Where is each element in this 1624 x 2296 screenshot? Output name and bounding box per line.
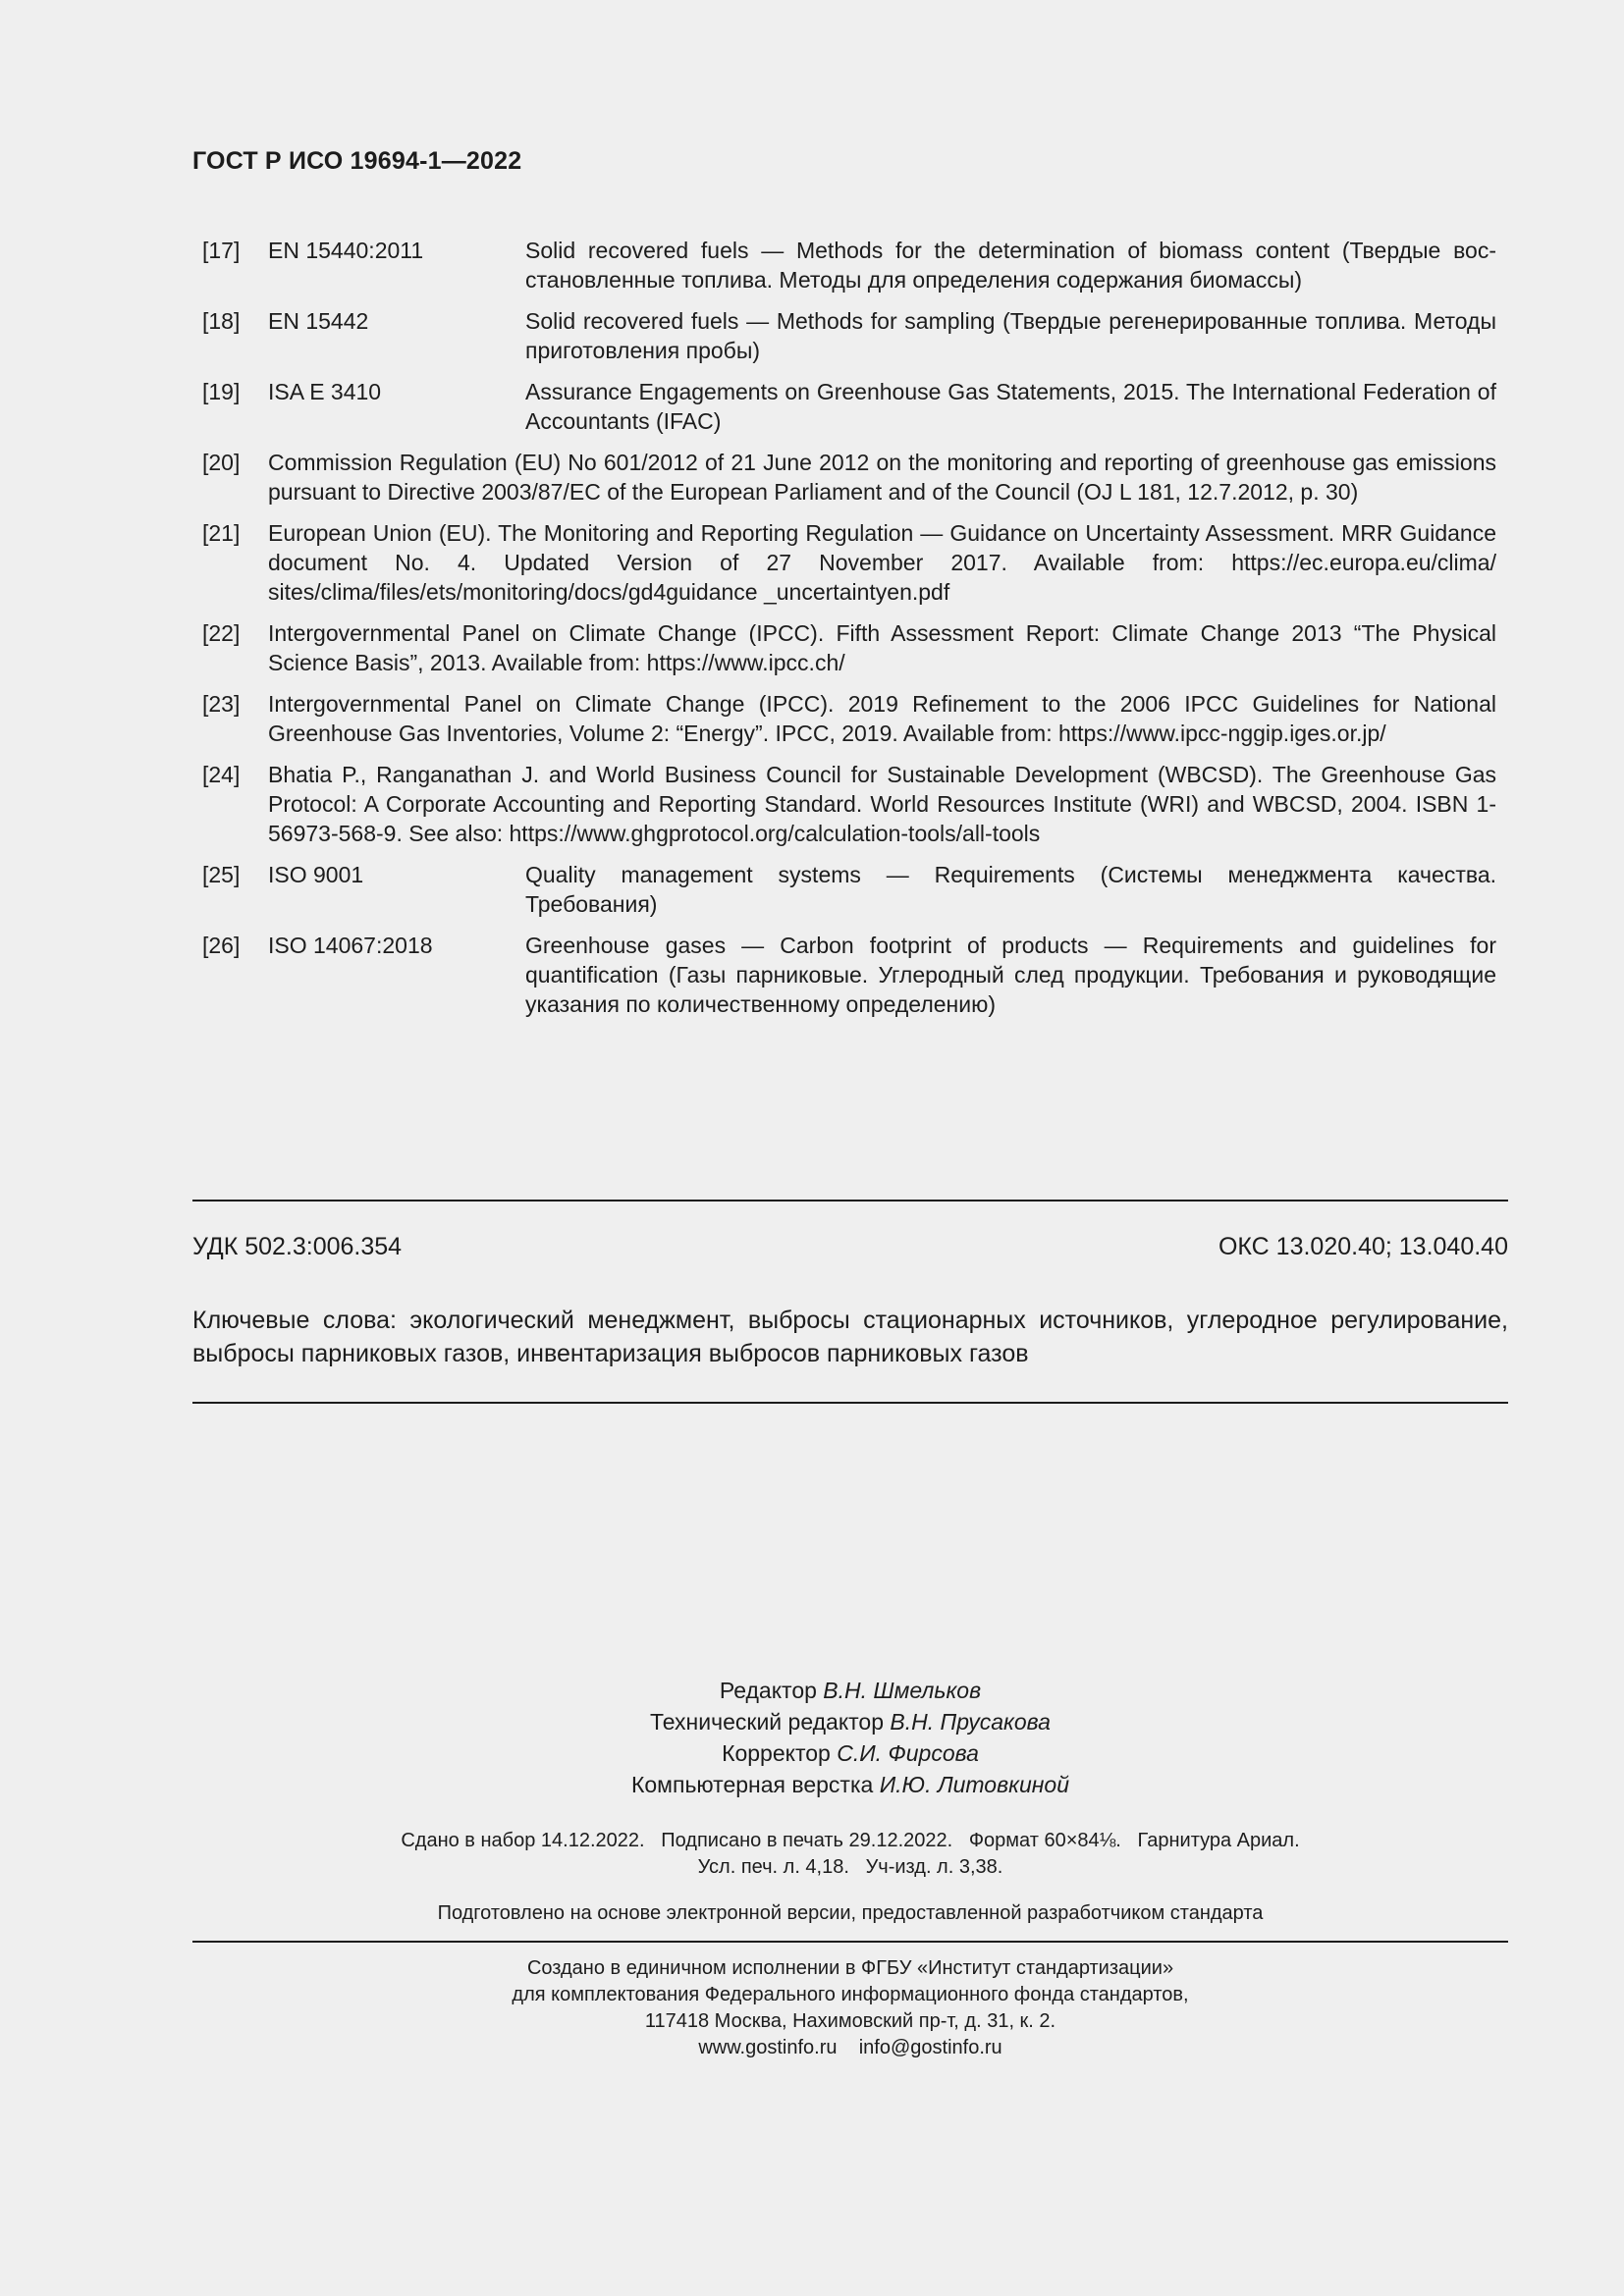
credit-person: С.И. Фирсова (837, 1740, 979, 1766)
bibliography-entry (192, 931, 1496, 1019)
credit-label: Корректор (722, 1740, 831, 1766)
imprint-line: 117418 Москва, Нахимовский пр-т, д. 31, к. 2. (644, 2010, 1056, 2032)
credit-proofreader (192, 1737, 1508, 1769)
credit-person: И.Ю. Литовкиной (879, 1772, 1069, 1797)
entry-text: Solid recovered fuels — Methods for the determination of biomass content (Твердые восстановленные топлива. Методы для определения содержания биомассы) (525, 238, 1496, 293)
imprint-line: Создано в единичном исполнении в ФГБУ «Институт стандартизации» (526, 1957, 1174, 1979)
credit-person: В.Н. Шмельков (823, 1678, 982, 1703)
bibliography-entry (192, 689, 1496, 748)
entry-text: Commission Regulation (EU) No 601/2012 of 21 June 2012 on the monitoring and reporting of greenhouse gas emissions pursuant to Directive 2003/87/EC of the European Parliament and of the Council (OJ L 181, 12.7.2012, p. 30) (268, 450, 1496, 505)
entry-number: [21] (202, 520, 241, 546)
entry-text: Intergovernmental Panel on Climate Change (IPCC). 2019 Refinement to the 2006 IPCC Guidelines for National Greenhouse Gas Inventories, Volume 2: “Energy”. IPCC, 2019. Available from: https://www.ipcc-nggip.iges.or.jp/ (268, 691, 1496, 746)
entry-code: ISO 9001 (268, 862, 364, 887)
bibliography-entry (192, 377, 1496, 436)
bibliography-entry (192, 306, 1496, 365)
bibliography-entry (192, 448, 1496, 507)
divider-middle (192, 1402, 1508, 1404)
credit-label: Компьютерная верстка (630, 1772, 874, 1797)
bibliography-entry (192, 236, 1496, 294)
credit-person: В.Н. Прусакова (890, 1709, 1051, 1735)
keywords-paragraph: Ключевые слова: экологический менеджмент, выбросы стационарных источников, углеродное регулирование, выбросы парниковых газов, инвентаризация выбросов парниковых газов (192, 1307, 1508, 1367)
entry-text: European Union (EU). The Monitoring and Reporting Regulation — Guidance on Uncertainty Assessment. MRR Guidance document No. 4. Updated Version of 27 November 2017. Available from: https://ec.europa.eu/clima/ sites/clima/files/ets/monitoring/docs/gd4guidance _uncertaintyen.pdf (268, 520, 1496, 605)
bibliography-entry (192, 860, 1496, 919)
entry-text: Solid recovered fuels — Methods for sampling (Твердые регенерированные топлива. Методы приготовления пробы) (525, 308, 1496, 363)
publication-line: Усл. печ. л. 4,18. Уч-изд. л. 3,38. (697, 1856, 1003, 1878)
entry-number: [26] (202, 933, 241, 958)
credit-editor (192, 1675, 1508, 1706)
bibliography-entry (192, 518, 1496, 607)
entry-number: [17] (202, 238, 241, 263)
imprint-block (192, 1955, 1508, 2061)
bibliography-entry (192, 760, 1496, 848)
bibliography-entry (192, 618, 1496, 677)
credits-block (192, 1675, 1508, 1800)
imprint-line: www.gostinfo.ru info@gostinfo.ru (698, 2037, 1002, 2058)
entry-text: Assurance Engagements on Greenhouse Gas Statements, 2015. The International Federation of Accountants (IFAC) (525, 379, 1496, 434)
entry-code: EN 15440:2011 (268, 238, 424, 263)
entry-text: Intergovernmental Panel on Climate Change (IPCC). Fifth Assessment Report: Climate Change 2013 “The Physical Science Basis”, 2013. Available from: https://www.ipcc.ch/ (268, 620, 1496, 675)
publication-info (192, 1828, 1508, 1881)
credit-tech-editor (192, 1706, 1508, 1737)
divider-bottom (192, 1941, 1508, 1943)
publication-line: Сдано в набор 14.12.2022. Подписано в печать 29.12.2022. Формат 60×84⅛. Гарнитура Ариал. (401, 1830, 1300, 1851)
entry-number: [24] (202, 762, 241, 787)
entry-code: ISO 14067:2018 (268, 933, 433, 958)
entry-number: [25] (202, 862, 241, 887)
entry-number: [20] (202, 450, 241, 475)
page-header-title: ГОСТ Р ИСО 19694-1—2022 (192, 147, 522, 175)
divider-top (192, 1200, 1508, 1201)
credit-layout (192, 1769, 1508, 1800)
entry-code: EN 15442 (268, 308, 369, 334)
udc-code: УДК 502.3:006.354 (192, 1233, 403, 1260)
prepared-note: Подготовлено на основе электронной версии, предоставленной разработчиком стандарта (437, 1902, 1264, 1924)
credit-label: Редактор (719, 1678, 817, 1703)
entry-number: [23] (202, 691, 241, 717)
entry-text: Quality management systems — Requirements (Системы менеджмента качества. Требования) (525, 862, 1496, 917)
imprint-line: для комплектования Федерального информационного фонда стандартов, (512, 1984, 1189, 2005)
entry-text: Greenhouse gases — Carbon footprint of products — Requirements and guidelines for quantification (Газы парниковые. Углеродный след продукции. Требования и руководящие указания по количественному определению) (525, 933, 1496, 1017)
oks-code: ОКС 13.020.40; 13.040.40 (1218, 1233, 1508, 1260)
entry-code: ISA E 3410 (268, 379, 382, 404)
bibliography-list (192, 236, 1496, 1031)
entry-number: [19] (202, 379, 241, 404)
entry-text: Bhatia P., Ranganathan J. and World Business Council for Sustainable Development (WBCSD). The Greenhouse Gas Protocol: A Corporate Accounting and Reporting Standard. World Resources Institute (WRI) and WBCSD, 2004. ISBN 1-56973-568-9. See also: https://www.ghgprotocol.org/calculation-tools/all-tools (268, 762, 1496, 846)
entry-number: [22] (202, 620, 241, 646)
entry-number: [18] (202, 308, 241, 334)
credit-label: Технический редактор (650, 1709, 885, 1735)
